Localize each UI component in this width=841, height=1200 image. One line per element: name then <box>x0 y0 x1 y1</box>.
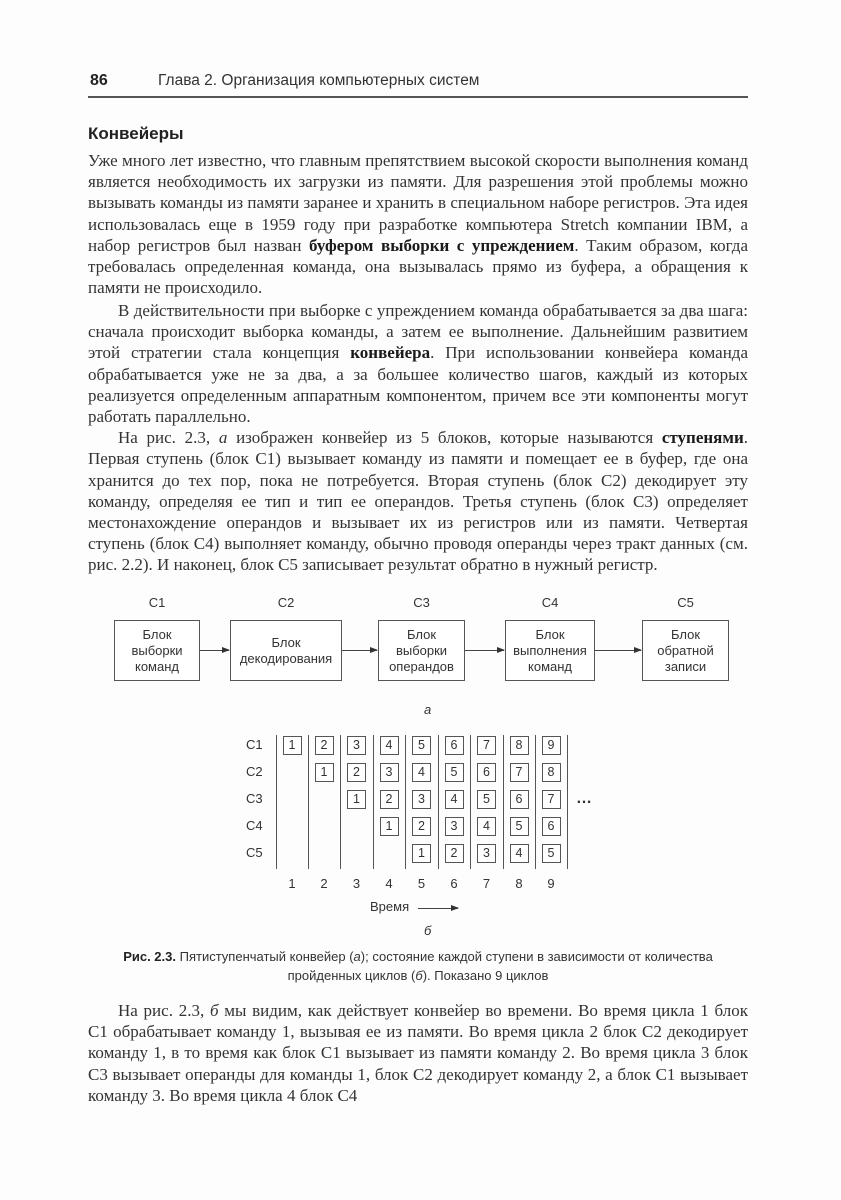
instruction-cell: 1 <box>315 763 334 782</box>
stage-box-line: Блок <box>535 626 565 642</box>
grid-column-divider <box>470 735 471 869</box>
paragraph <box>88 1000 748 1106</box>
grid-column-divider <box>405 735 406 869</box>
bold-term: ступенями <box>661 428 744 448</box>
stage-box-line: выборки <box>395 642 448 658</box>
text-run: изображен конвейер из 5 блоков, которые называются <box>227 428 662 448</box>
stage-row-label: C5 <box>246 845 263 860</box>
italic-ref: б <box>209 1001 219 1020</box>
instruction-cell: 2 <box>380 790 399 809</box>
instruction-cell: 3 <box>380 763 399 782</box>
arrow-c4-c5 <box>595 650 641 651</box>
paragraph <box>88 150 748 298</box>
instruction-cell: 5 <box>477 790 496 809</box>
section-title: Конвейеры <box>88 124 184 143</box>
instruction-cell: 5 <box>510 817 529 836</box>
grid-column-divider <box>340 735 341 869</box>
stage-box-line: Блок <box>406 626 437 642</box>
instruction-cell: 2 <box>347 763 366 782</box>
grid-column-divider <box>567 735 568 869</box>
grid-column-divider <box>373 735 374 869</box>
stage-row-label: C1 <box>246 737 263 752</box>
page-number: 86 <box>90 72 108 89</box>
instruction-cell: 3 <box>412 790 431 809</box>
paragraph-block-middle <box>88 300 748 576</box>
stage-box-line: Блок <box>670 626 701 642</box>
stage-box-c4 <box>505 620 595 681</box>
figure-caption <box>88 947 748 985</box>
cycle-label: 8 <box>515 876 523 891</box>
stage-box-line: Блок <box>142 626 172 642</box>
stage-box-line: записи <box>664 658 707 674</box>
running-header <box>88 68 748 98</box>
stage-box-c5 <box>642 620 729 681</box>
instruction-cell: 2 <box>412 817 431 836</box>
stage-box-line: команд <box>134 658 179 674</box>
paragraph-block-bottom <box>88 1000 748 1106</box>
instruction-cell: 2 <box>315 736 334 755</box>
instruction-cell: 6 <box>445 736 464 755</box>
chapter-title: Глава 2. Организация компьютерных систем <box>158 72 480 89</box>
instruction-cell: 7 <box>477 736 496 755</box>
stage-label: C4 <box>541 595 559 610</box>
grid-column-divider <box>308 735 309 869</box>
instruction-cell: 6 <box>510 790 529 809</box>
continuation-ellipsis: … <box>576 790 593 807</box>
stage-label: C1 <box>148 595 166 610</box>
instruction-cell: 5 <box>412 736 431 755</box>
stage-box-c1 <box>114 620 200 681</box>
pipeline-diagram <box>0 595 841 725</box>
instruction-cell: 7 <box>510 763 529 782</box>
instruction-cell: 5 <box>542 844 561 863</box>
figure-sublabel-a: а <box>424 702 432 717</box>
stage-label: C3 <box>413 595 430 610</box>
stage-row-label: C3 <box>246 791 263 806</box>
text-run: На рис. 2.3, <box>118 1001 210 1020</box>
caption-text: ). Показано 9 циклов <box>422 968 549 983</box>
text-run: На рис. 2.3, <box>118 428 219 448</box>
stage-box-line: команд <box>528 658 572 674</box>
text-run: В действительности при выборке с упреждением команда обрабатывается за два шага: сначала происходит выборка команды, а затем ее выполнение. Дальнейшим развитием этой стратегии стала концепция <box>88 301 748 363</box>
instruction-cell: 8 <box>542 763 561 782</box>
paragraph <box>88 427 748 575</box>
instruction-cell: 4 <box>380 736 399 755</box>
cycle-label: 2 <box>320 876 328 891</box>
caption-label: Рис. 2.3. <box>123 949 176 964</box>
instruction-cell: 4 <box>445 790 464 809</box>
paragraph-block-top <box>88 150 748 298</box>
figure-sublabel-b: б <box>424 923 432 938</box>
text-run: мы видим, как действует конвейер во времени. Во время цикла 1 блок С1 обрабатывает команду 1, вызывая ее из памяти. Во время цикла 2 блок С2 декодирует команду 1, в то время как блок С1 вызывает из памяти команду 2. Во время цикла 3 блок С3 вызывает операнды для команды 1, блок С2 декодирует команду 2, а блок С1 вызывает команду 3. Во время цикла 4 блок С4 <box>88 1001 748 1105</box>
instruction-cell: 3 <box>477 844 496 863</box>
instruction-cell: 1 <box>347 790 366 809</box>
instruction-cell: 8 <box>510 736 529 755</box>
bold-term: конвейера <box>350 343 431 363</box>
caption-text: ); состояние каждой ступени в зависимости от количества пройденных циклов ( <box>287 949 713 983</box>
grid-column-divider <box>438 735 439 869</box>
stage-label: C2 <box>277 595 295 610</box>
instruction-cell: 4 <box>510 844 529 863</box>
instruction-cell: 4 <box>412 763 431 782</box>
instruction-cell: 3 <box>445 817 464 836</box>
cycle-label: 6 <box>450 876 458 891</box>
time-axis-label: Время <box>370 899 410 914</box>
instruction-cell: 6 <box>542 817 561 836</box>
instruction-cell: 9 <box>542 736 561 755</box>
instruction-cell: 1 <box>412 844 431 863</box>
grid-column-divider <box>276 735 277 869</box>
stage-row-label: C2 <box>246 764 263 779</box>
text-run: Уже много лет известно, что главным препятствием высокой скорости выполнения команд является необходимость их загрузки из памяти. Для разрешения этой проблемы можно вызывать команды из памяти заранее и хранить в специальном наборе регистров. Эта идея использовалась еще в 1959 году при разработке компьютера Stretch компании IBM, а набор регистров был назван <box>88 151 748 255</box>
bold-term: буфером выборки с упреждением <box>309 235 575 255</box>
text-run: . Первая ступень (блок С1) вызывает команду из памяти и помещает ее в буфер, где она хранится до тех пор, пока не потребуется. Вторая ступень (блок С2) декодирует эту команду, определяя ее тип и тип ее операндов. Третья ступень (блок С3) определяет местонахождение операндов и вызывает их из регистров или из памяти. Четвертая ступень (блок С4) выполняет команду, обычно проводя операнды через тракт данных (см. рис. 2.2). И наконец, блок С5 записывает результат обратно в нужный регистр. <box>88 428 749 575</box>
stage-label: C5 <box>677 595 694 610</box>
instruction-cell: 5 <box>445 763 464 782</box>
time-arrow-icon <box>418 908 458 909</box>
stage-box-c2 <box>230 620 342 681</box>
grid-column-divider <box>535 735 536 869</box>
text-run: . Таким образом, когда требовалась определенная команда, она вызывалась прямо из буфера, а обращения к памяти не происходило. <box>88 235 748 298</box>
italic-ref: а <box>218 428 228 448</box>
caption-ref-b: б <box>415 968 423 983</box>
stage-box-line: выполнения <box>513 642 587 658</box>
cycle-label: 9 <box>547 876 555 891</box>
paragraph <box>88 300 748 427</box>
instruction-cell: 2 <box>445 844 464 863</box>
caption-text: Пятиступенчатый конвейер ( <box>176 949 354 964</box>
arrow-c1-c2 <box>200 650 229 651</box>
instruction-cell: 3 <box>347 736 366 755</box>
arrow-c3-c4 <box>465 650 504 651</box>
text-run: . При использовании конвейера команда обрабатывается уже не за два, а за большее количество шагов, каждый из которых реализуется определенным аппаратным компонентом, причем все эти компоненты могут работать параллельно. <box>88 343 749 427</box>
instruction-cell: 7 <box>542 790 561 809</box>
stage-box-c3 <box>378 620 465 681</box>
stage-box-line: операндов <box>389 658 454 674</box>
stage-box-line: Блок <box>271 634 301 650</box>
stage-row-label: C4 <box>246 818 263 833</box>
header-rule <box>88 96 748 98</box>
instruction-cell: 6 <box>477 763 496 782</box>
grid-column-divider <box>503 735 504 869</box>
instruction-cell: 1 <box>283 736 302 755</box>
cycle-label: 1 <box>288 876 296 891</box>
cycle-label: 7 <box>482 876 491 891</box>
caption-ref-a: а <box>353 949 361 964</box>
cycle-label: 4 <box>385 876 393 891</box>
cycle-label: 5 <box>417 876 426 891</box>
cycle-label: 3 <box>352 876 361 891</box>
stage-box-line: выборки <box>131 642 183 658</box>
instruction-cell: 1 <box>380 817 399 836</box>
stage-box-line: обратной <box>657 642 714 658</box>
arrow-c2-c3 <box>342 650 377 651</box>
instruction-cell: 4 <box>477 817 496 836</box>
stage-box-line: декодирования <box>239 650 333 666</box>
